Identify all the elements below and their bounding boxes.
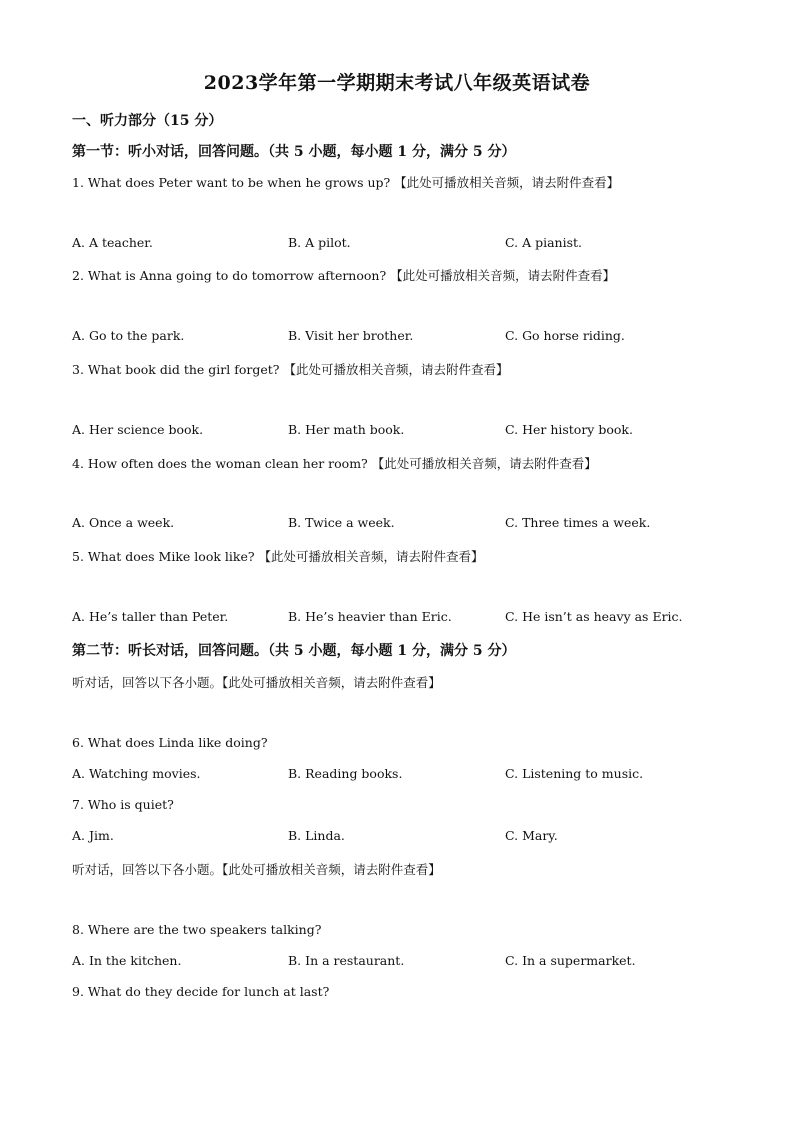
q4-option-b: B. Twice a week. [288,515,395,530]
q5-option-a: A. He’s taller than Peter. [72,609,229,624]
listen-intro-1: 听对话，回答以下各小题。【此处可播放相关音频，请去附件查看】 [72,675,441,690]
listen-intro-2: 听对话，回答以下各小题。【此处可播放相关音频，请去附件查看】 [72,862,441,877]
q7-option-a: A. Jim. [72,828,114,843]
q6-option-c: C. Listening to music. [505,766,644,781]
q5-option-b: B. He’s heavier than Eric. [288,609,452,624]
question-4: 4. How often does the woman clean her room? 【此处可播放相关音频，请去附件查看】 [72,456,597,471]
exam-title: 2023学年第一学期期末考试八年级英语试卷 [203,72,591,94]
q7-option-c: C. Mary. [505,828,558,843]
part1-heading: 一、听力部分（15 分） [72,113,223,129]
q1-option-c: C. A pianist. [505,235,582,250]
q7-option-b: B. Linda. [288,828,345,843]
q3-option-c: C. Her history book. [505,422,633,437]
question-8: 8. Where are the two speakers talking? [72,922,322,937]
q3-option-a: A. Her science book. [72,422,204,437]
q8-option-a: A. In the kitchen. [72,953,182,968]
q2-option-c: C. Go horse riding. [505,328,625,343]
q5-option-c: C. He isn’t as heavy as Eric. [505,609,683,624]
q8-option-c: C. In a supermarket. [505,953,636,968]
q4-option-c: C. Three times a week. [505,515,651,530]
q6-option-b: B. Reading books. [288,766,403,781]
q1-option-b: B. A pilot. [288,235,351,250]
q6-option-a: A. Watching movies. [72,766,201,781]
section1-heading: 第一节：听小对话，回答问题。（共 5 小题，每小题 1 分，满分 5 分） [72,144,516,160]
question-9: 9. What do they decide for lunch at last? [72,984,330,999]
question-5: 5. What does Mike look like? 【此处可播放相关音频，请去附件查看】 [72,549,484,564]
q2-option-b: B. Visit her brother. [288,328,414,343]
question-1: 1. What does Peter want to be when he grows up? 【此处可播放相关音频，请去附件查看】 [72,175,620,190]
question-7: 7. Who is quiet? [72,797,174,812]
question-3: 3. What book did the girl forget? 【此处可播放相关音频，请去附件查看】 [72,362,509,377]
q1-option-a: A. A teacher. [72,235,153,250]
q2-option-a: A. Go to the park. [72,328,185,343]
question-6: 6. What does Linda like doing? [72,735,268,750]
q8-option-b: B. In a restaurant. [288,953,405,968]
section2-heading: 第二节：听长对话，回答问题。（共 5 小题，每小题 1 分，满分 5 分） [72,643,516,659]
question-2: 2. What is Anna going to do tomorrow afternoon? 【此处可播放相关音频，请去附件查看】 [72,268,616,283]
q4-option-a: A. Once a week. [72,515,175,530]
q3-option-b: B. Her math book. [288,422,405,437]
